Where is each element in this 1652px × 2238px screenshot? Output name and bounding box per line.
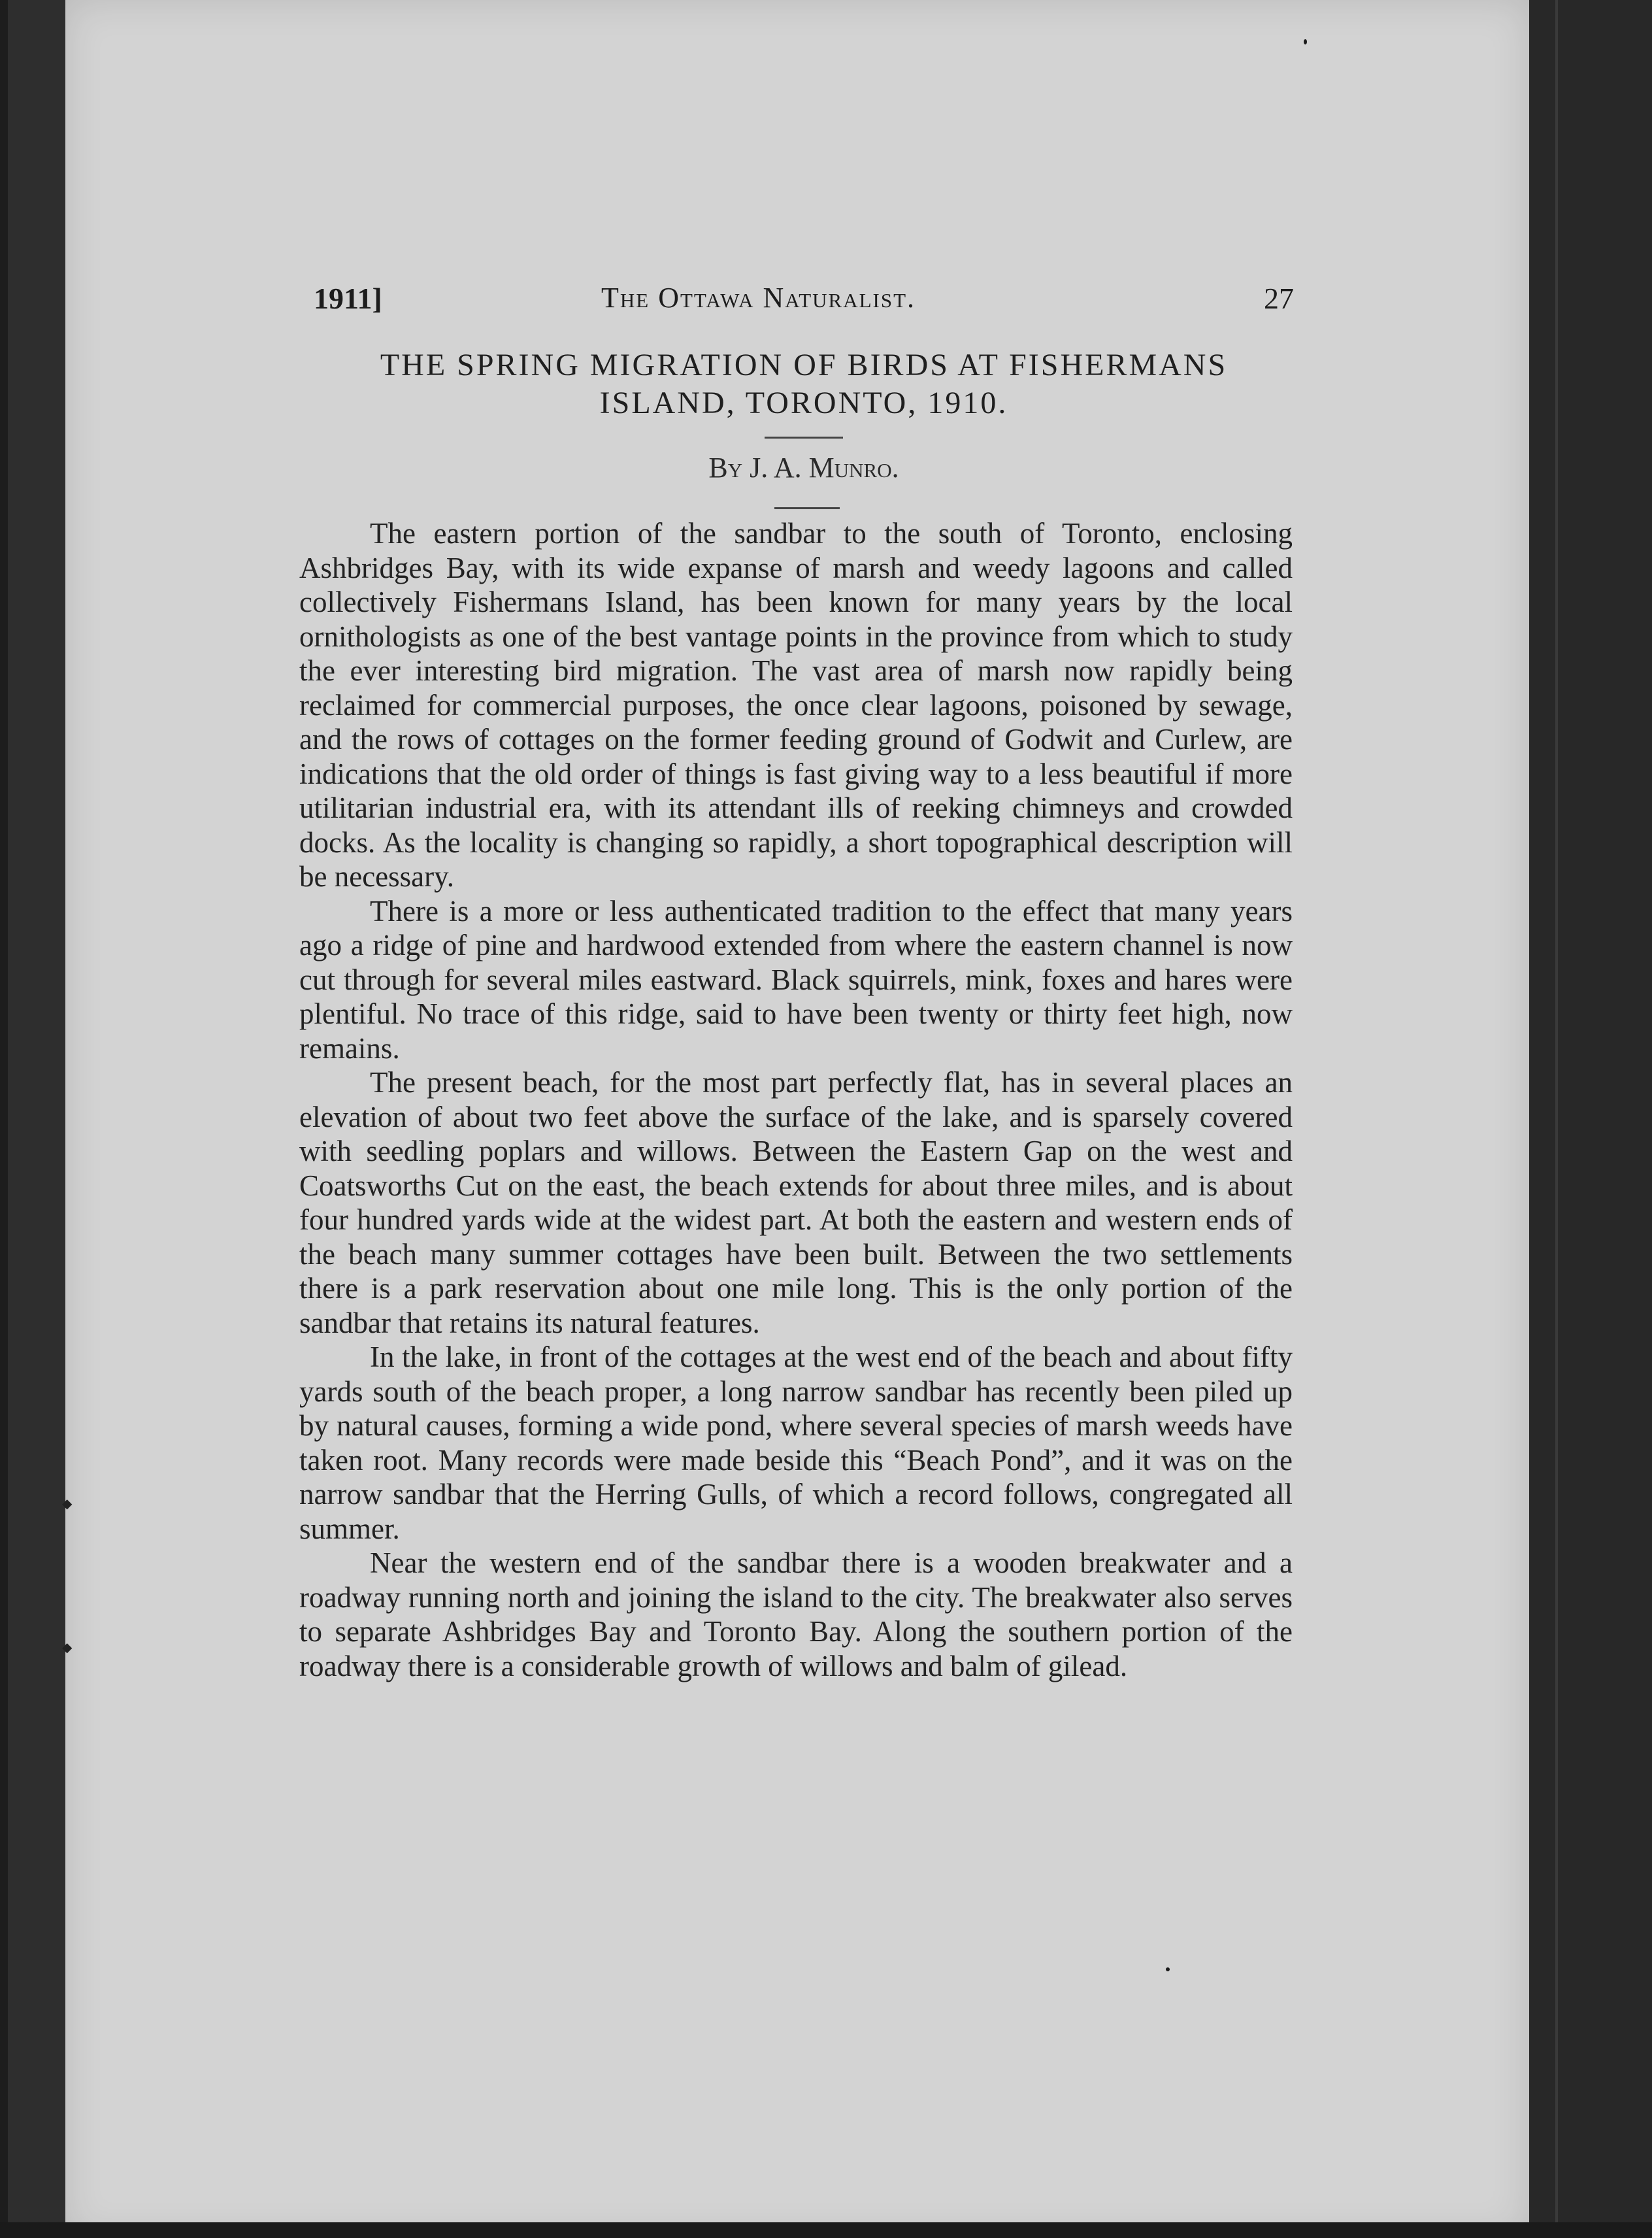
ink-speck [1166, 1967, 1170, 1971]
article-body [299, 516, 1293, 1683]
byline-divider [774, 507, 840, 509]
body-paragraph: There is a more or less authenticated tradition to the effect that many years ago a ridge of pine and hardwood extended from where the eastern channel is now cut through for several miles eastward. Black squirrels, mink, foxes and hares were plentiful. No trace of this ridge, said to have been twenty or thirty feet high, now remains. [299, 894, 1293, 1065]
ink-speck [1304, 39, 1307, 44]
article-title-line: ISLAND, TORONTO, 1910. [599, 386, 1008, 420]
running-header [314, 281, 1294, 327]
header-page-number: 27 [1264, 282, 1294, 315]
byline-prefix: By [708, 452, 743, 484]
body-paragraph: The present beach, for the most part perfectly flat, has in several places an elevation of about two feet above the surface of the lake, and is sparsely covered with seedling poplars and willows. Between the Eastern Gap on the west and Coatsworths Cut on the east, the beach extends for about three miles, and is about four hundred yards wide at the widest part. At both the eastern and western ends of the beach many summer cottages have been built. Between the two settlements there is a park reservation about one mile long. This is the only portion of the sandbar that retains its natural features. [299, 1066, 1293, 1339]
title-divider [765, 437, 843, 439]
scan-bottom-band [0, 2222, 1652, 2238]
header-journal-title: The Ottawa Naturalist. [601, 282, 916, 314]
body-paragraph: In the lake, in front of the cottages at the west end of the beach and about fifty yards south of the beach proper, a long narrow sandbar has recently been piled up by natural causes, forming a wide pond, where several species of marsh weeds have taken root. Many records were made beside this “Beach Pond”, and it was on the narrow sandbar that the Herring Gulls, of which a record follows, congregated all summer. [299, 1341, 1293, 1545]
byline-initials: J. A. [750, 452, 802, 484]
body-paragraph: Near the western end of the sandbar there is a wooden breakwater and a roadway running north and joining the island to the city. The breakwater also serves to separate Ashbridges Bay and Toronto Bay. Along the southern portion of the roadway there is a considerable growth of willows and balm of gilead. [299, 1546, 1293, 1682]
page-crease [1555, 0, 1558, 2238]
scan-background-strip [1529, 0, 1652, 2238]
article-byline [307, 451, 1300, 484]
article-title [307, 346, 1300, 422]
binding-mark-icon: ◆ [62, 1497, 73, 1511]
byline-surname: Munro. [808, 452, 899, 484]
body-paragraph: The eastern portion of the sandbar to the south of Toronto, enclosing Ashbridges Bay, with its wide expanse of marsh and weedy lagoons and called collectively Fishermans Island, has been known for many years by the local ornithologists as one of the best vantage points in the province from which to study the ever interesting bird migration. The vast area of marsh now rapidly being reclaimed for commercial purposes, the once clear lagoons, poisoned by sewage, and the rows of cottages on the former feeding ground of Godwit and Curlew, are indications that the old order of things is fast giving way to a less beautiful if more utilitarian industrial era, with its attendant ills of reeking chimneys and crowded docks. As the locality is changing so rapidly, a short topographical description will be necessary. [299, 517, 1293, 893]
page-binding-edge [0, 0, 8, 2238]
binding-mark-icon: ◆ [62, 1641, 73, 1655]
header-year: 1911] [314, 282, 382, 315]
article-title-line: THE SPRING MIGRATION OF BIRDS AT FISHERMANS [380, 348, 1228, 382]
